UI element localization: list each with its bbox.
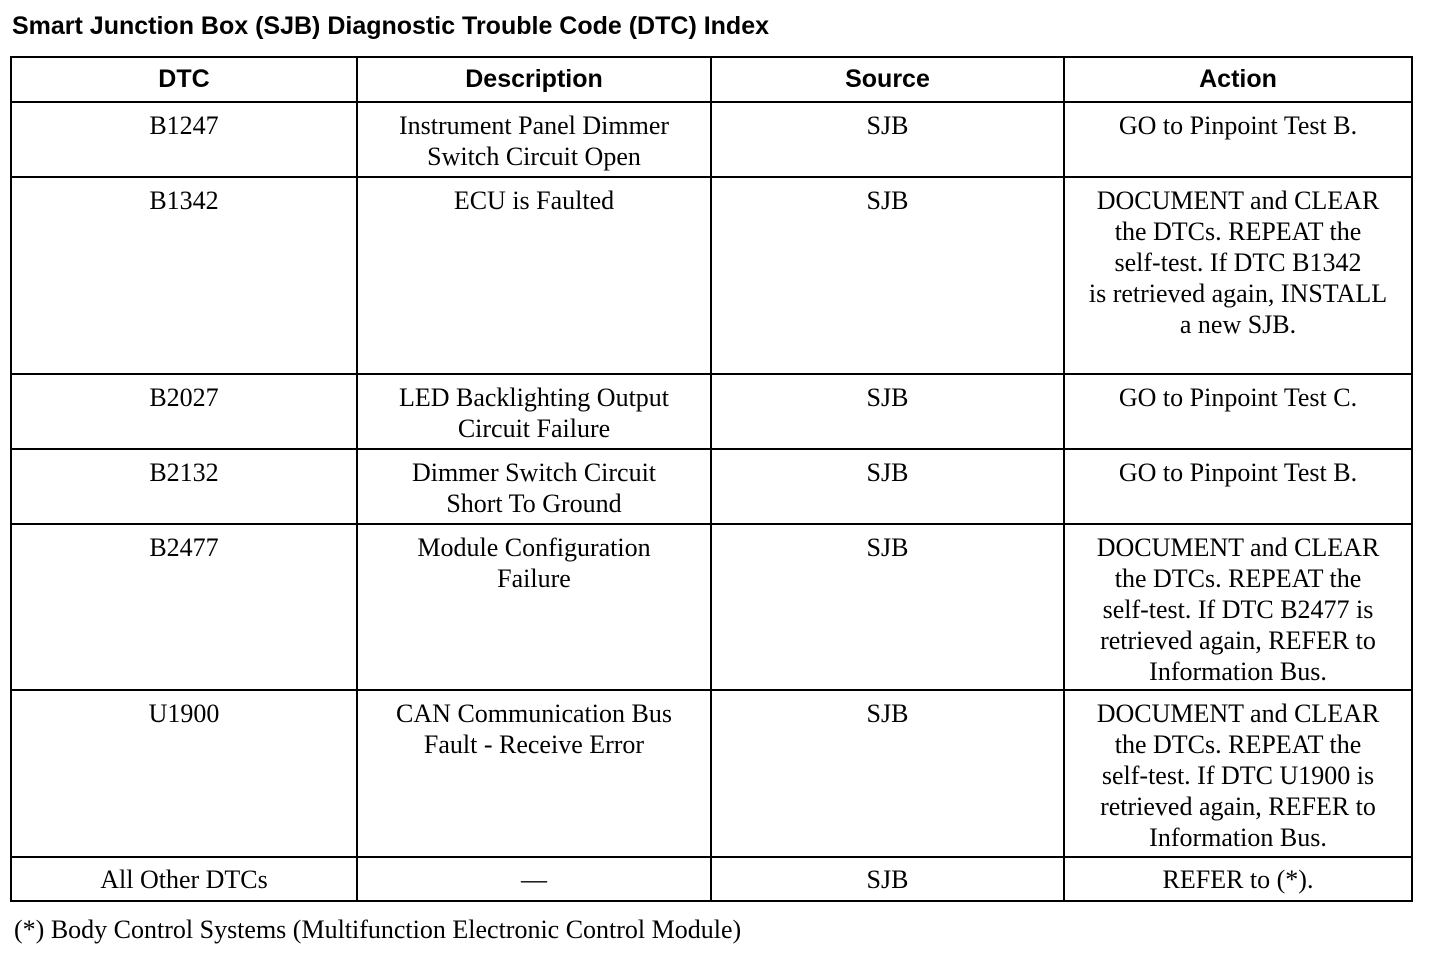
cell-action: DOCUMENT and CLEAR the DTCs. REPEAT the self-test. If DTC U1900 is retrieved again, REFER to Information Bus. — [1064, 690, 1412, 857]
cell-dtc: B2477 — [11, 524, 357, 690]
table-row — [11, 857, 1412, 901]
header-source: Source — [711, 57, 1064, 102]
cell-description: ECU is Faulted — [357, 177, 711, 374]
dtc-index-table — [10, 56, 1413, 902]
header-description: Description — [357, 57, 711, 102]
cell-action: GO to Pinpoint Test B. — [1064, 449, 1412, 524]
cell-source: SJB — [711, 449, 1064, 524]
cell-description: Module Configuration Failure — [357, 524, 711, 690]
header-action: Action — [1064, 57, 1412, 102]
cell-source: SJB — [711, 177, 1064, 374]
footnote: (*) Body Control Systems (Multifunction Electronic Control Module) — [14, 915, 742, 944]
cell-description: CAN Communication Bus Fault - Receive Error — [357, 690, 711, 857]
cell-action: DOCUMENT and CLEAR the DTCs. REPEAT the self-test. If DTC B1342 is retrieved again, INSTALL a new SJB. — [1064, 177, 1412, 374]
cell-description: Instrument Panel Dimmer Switch Circuit Open — [357, 102, 711, 177]
cell-source: SJB — [711, 524, 1064, 690]
table-header-row — [11, 57, 1412, 102]
cell-action: DOCUMENT and CLEAR the DTCs. REPEAT the self-test. If DTC B2477 is retrieved again, REFER to Information Bus. — [1064, 524, 1412, 690]
table-row — [11, 102, 1412, 177]
header-dtc: DTC — [11, 57, 357, 102]
cell-dtc: B1247 — [11, 102, 357, 177]
table-row — [11, 177, 1412, 374]
cell-action: GO to Pinpoint Test C. — [1064, 374, 1412, 449]
cell-dtc: All Other DTCs — [11, 857, 357, 901]
table-row — [11, 374, 1412, 449]
cell-description: LED Backlighting Output Circuit Failure — [357, 374, 711, 449]
cell-action: GO to Pinpoint Test B. — [1064, 102, 1412, 177]
cell-dtc: U1900 — [11, 690, 357, 857]
cell-action: REFER to (*). — [1064, 857, 1412, 901]
cell-source: SJB — [711, 690, 1064, 857]
cell-source: SJB — [711, 102, 1064, 177]
cell-description: Dimmer Switch Circuit Short To Ground — [357, 449, 711, 524]
cell-dtc: B1342 — [11, 177, 357, 374]
page-title: Smart Junction Box (SJB) Diagnostic Trouble Code (DTC) Index — [12, 12, 770, 40]
cell-description: — — [357, 857, 711, 901]
cell-dtc: B2027 — [11, 374, 357, 449]
cell-source: SJB — [711, 857, 1064, 901]
cell-dtc: B2132 — [11, 449, 357, 524]
table-row — [11, 690, 1412, 857]
table-row — [11, 449, 1412, 524]
table-row — [11, 524, 1412, 690]
cell-source: SJB — [711, 374, 1064, 449]
